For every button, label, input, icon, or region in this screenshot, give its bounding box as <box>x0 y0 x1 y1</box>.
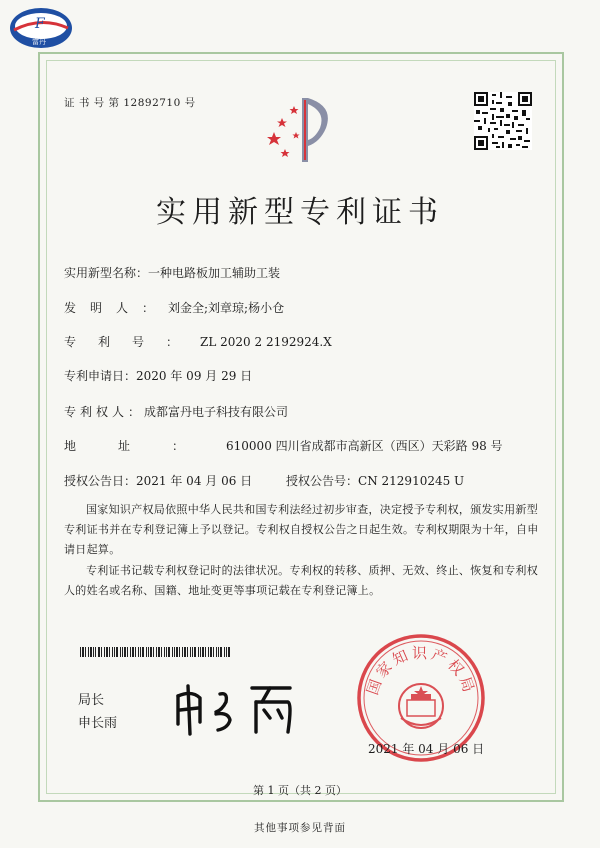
grant-statement-paragraph: 国家知识产权局依照中华人民共和国专利法经过初步审查，决定授予专利权，颁发实用新型专利证书并在专利登记簿上予以登记。专利权自授权公告之日起生效。专利权期限为十年，自申请日起算。 <box>64 503 539 556</box>
patentee-row <box>64 403 288 420</box>
inventor-label: 发明人： <box>64 301 169 315</box>
page-number: 第 1 页（共 2 页） <box>253 784 347 797</box>
logo-letter: F <box>35 16 45 32</box>
director-signature <box>170 680 310 738</box>
legal-status-paragraph: 专利证书记载专利权登记时的法律状况。专利权的转移、质押、无效、终止、恢复和专利权人的姓名或名称、国籍、地址变更等事项记载在专利登记簿上。 <box>64 564 538 597</box>
seal-date: 2021 年 04 月 06 日 <box>368 742 485 756</box>
inventor-row <box>64 299 284 316</box>
company-logo <box>8 6 74 50</box>
qr-code <box>474 92 532 150</box>
director-title: 局长 <box>78 693 105 708</box>
utility-model-name-row <box>64 264 280 281</box>
patent-number-label: 专利号： <box>64 335 201 349</box>
patent-number-row <box>64 333 332 350</box>
grant-date-value: 2021 年 04 月 06 日 <box>136 474 253 488</box>
filing-date-value: 2020 年 09 月 29 日 <box>136 369 253 383</box>
address-label: 地址： <box>64 439 227 453</box>
patent-office-emblem-icon <box>252 92 348 164</box>
patent-number-value: ZL 2020 2 2192924.X <box>200 335 332 349</box>
director-name: 申长雨 <box>78 716 118 731</box>
address-row <box>64 437 503 454</box>
grant-number-label: 授权公告号： <box>286 474 359 488</box>
grant-date-label: 授权公告日： <box>64 474 137 488</box>
patentee-label: 专利权人： <box>64 405 145 419</box>
barcode <box>80 647 230 657</box>
utility-model-name-value: 一种电路板加工辅助工装 <box>148 266 281 280</box>
address-value: 610000 四川省成都市高新区（西区）天彩路 98 号 <box>226 439 503 453</box>
footnote: 其他事项参见背面 <box>254 822 346 834</box>
certificate-number: 证 书 号 第 12892710 号 <box>64 97 196 109</box>
grant-number-value: CN 212910245 U <box>358 474 465 488</box>
logo-text: 富丹 <box>32 38 46 46</box>
grant-row <box>64 472 464 489</box>
filing-date-row <box>64 367 252 384</box>
inventor-value: 刘金全;刘章琼;杨小仓 <box>168 301 285 315</box>
patentee-value: 成都富丹电子科技有限公司 <box>144 405 289 419</box>
certificate-title: 实用新型专利证书 <box>156 195 444 230</box>
utility-model-name-label: 实用新型名称： <box>64 266 149 280</box>
seal-text: 国家知识产权局 <box>363 644 479 698</box>
filing-date-label: 专利申请日： <box>64 369 137 383</box>
